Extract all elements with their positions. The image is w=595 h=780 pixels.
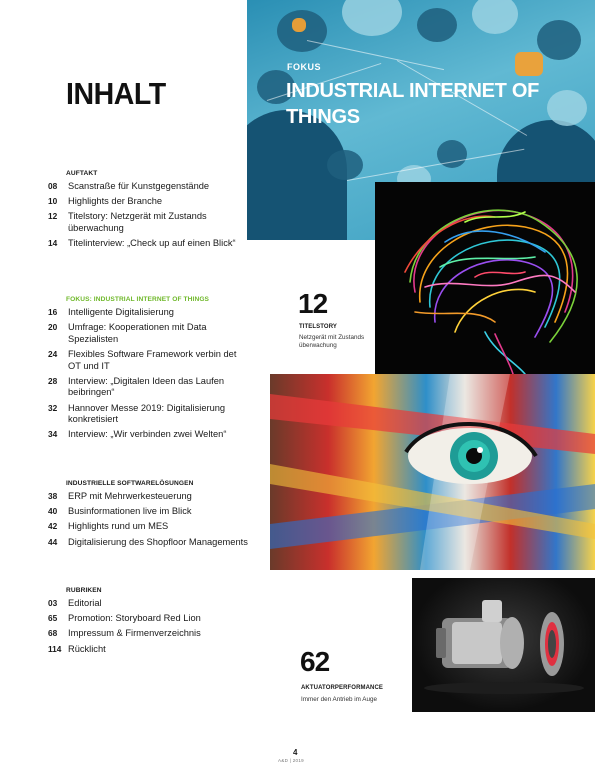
toc-entry[interactable] xyxy=(48,613,248,625)
entry-page: 65 xyxy=(48,613,58,624)
toc-entry[interactable] xyxy=(48,349,248,372)
entry-title: Highlights rund um MES xyxy=(68,521,169,532)
cloud-bubble xyxy=(417,8,457,42)
toc-section-auftakt xyxy=(48,170,248,253)
arrow-icon xyxy=(515,52,543,76)
story-title[interactable]: TITELSTORY xyxy=(299,324,338,330)
painted-face-graphic xyxy=(270,374,595,570)
cloud-bubble xyxy=(547,90,587,126)
toc-section-rubriken xyxy=(48,587,248,659)
toc-entry[interactable] xyxy=(48,506,248,518)
entry-title: Rücklicht xyxy=(68,643,106,654)
entry-page: 20 xyxy=(48,322,58,333)
entry-title: Interview: „Wir verbinden zwei Welten“ xyxy=(68,429,227,440)
entry-title: Hannover Messe 2019: Digitalisierung konkretisiert xyxy=(68,402,226,425)
toc-entry[interactable] xyxy=(48,628,248,640)
entry-page: 14 xyxy=(48,238,58,249)
entry-title: Titelstory: Netzgerät mit Zustands überwachung xyxy=(68,211,207,233)
cloud-bubble xyxy=(472,0,518,34)
entry-page: 12 xyxy=(48,211,58,222)
section-heading: INDUSTRIELLE SOFTWARELÖSUNGEN xyxy=(66,480,194,487)
colorful-brain-graphic xyxy=(375,182,595,374)
entry-page: 114 xyxy=(48,643,62,654)
entry-title: ERP mit Mehrwerkesteuerung xyxy=(68,491,192,501)
brain-image[interactable] xyxy=(375,182,595,374)
story-title[interactable]: AKTUATORPERFORMANCE xyxy=(301,685,384,691)
toc-entry[interactable] xyxy=(48,491,248,503)
entry-title: Intelligente Digitalisierung xyxy=(68,307,174,317)
toc-entry[interactable] xyxy=(48,322,248,345)
toc-section-software xyxy=(48,480,248,552)
cloud-bubble xyxy=(342,0,402,36)
entry-page: 03 xyxy=(48,598,58,608)
entry-page: 44 xyxy=(48,536,58,547)
entry-page: 10 xyxy=(48,196,58,207)
story-number: 62 xyxy=(300,646,330,677)
entry-page: 42 xyxy=(48,521,58,532)
story-subtitle: Netzgerät mit Zustands überwachung xyxy=(299,334,365,349)
toc-entry[interactable] xyxy=(48,307,248,319)
entry-page: 68 xyxy=(48,628,58,639)
entry-title: Scanstraße für Kunstgegenstände xyxy=(68,181,210,191)
section-heading: FOKUS: INDUSTRIAL INTERNET OF THINGS xyxy=(66,296,210,303)
entry-title: Digitalisierung des Shopfloor Managements xyxy=(68,536,248,547)
entry-page: 24 xyxy=(48,348,58,359)
toc-entry[interactable] xyxy=(48,537,248,549)
entry-page: 16 xyxy=(48,307,58,317)
toc-entry[interactable] xyxy=(48,196,248,208)
cloud-bubble xyxy=(327,150,363,180)
entry-title: Impressum & Firmenverzeichnis xyxy=(68,628,201,639)
actuator-graphic xyxy=(412,578,595,712)
entry-page: 38 xyxy=(48,491,58,501)
toc-entry[interactable] xyxy=(48,598,248,610)
entry-title: Promotion: Storyboard Red Lion xyxy=(68,613,201,624)
cover-title: INDUSTRIAL INTERNET OF THINGS xyxy=(286,80,540,128)
cover-kicker: FOKUS xyxy=(287,62,321,72)
entry-title: Highlights der Branche xyxy=(68,196,163,207)
toc-entry[interactable] xyxy=(48,644,248,656)
section-heading: RUBRIKEN xyxy=(66,587,102,594)
toc-entry[interactable] xyxy=(48,403,248,426)
toc-section-fokus xyxy=(48,296,248,445)
story-subtitle: Immer den Antrieb im Auge xyxy=(301,696,377,703)
entry-title: Businformationen live im Blick xyxy=(68,506,192,517)
painted-eye-image[interactable] xyxy=(270,374,595,570)
section-heading: AUFTAKT xyxy=(66,170,98,177)
story-number: 12 xyxy=(298,288,328,319)
toc-entry[interactable] xyxy=(48,376,248,399)
footer-caption: A&D | 2019 xyxy=(278,758,304,763)
entry-page: 32 xyxy=(48,402,58,413)
entry-title: Interview: „Digitalen Ideen das Laufen beibringen“ xyxy=(68,375,225,398)
toc-entry[interactable] xyxy=(48,429,248,441)
page-title: INHALT xyxy=(66,76,166,111)
home-icon xyxy=(292,18,306,32)
entry-title: Flexibles Software Framework verbin det OT und IT xyxy=(68,348,237,371)
entry-page: 40 xyxy=(48,506,58,517)
toc-entry[interactable] xyxy=(48,521,248,533)
entry-title: Titelinterview: „Check up auf einen Blick“ xyxy=(68,238,236,249)
toc-entry[interactable] xyxy=(48,181,248,193)
cloud-bubble xyxy=(537,20,581,60)
entry-page: 08 xyxy=(48,181,58,191)
entry-title: Editorial xyxy=(68,598,102,608)
toc-entry[interactable] xyxy=(48,211,248,234)
entry-page: 28 xyxy=(48,375,58,386)
entry-title: Umfrage: Kooperationen mit Data Spezialisten xyxy=(68,322,207,344)
page-number: 4 xyxy=(293,748,298,757)
actuator-image[interactable] xyxy=(412,578,595,712)
toc-entry[interactable] xyxy=(48,238,248,250)
entry-page: 34 xyxy=(48,429,58,440)
